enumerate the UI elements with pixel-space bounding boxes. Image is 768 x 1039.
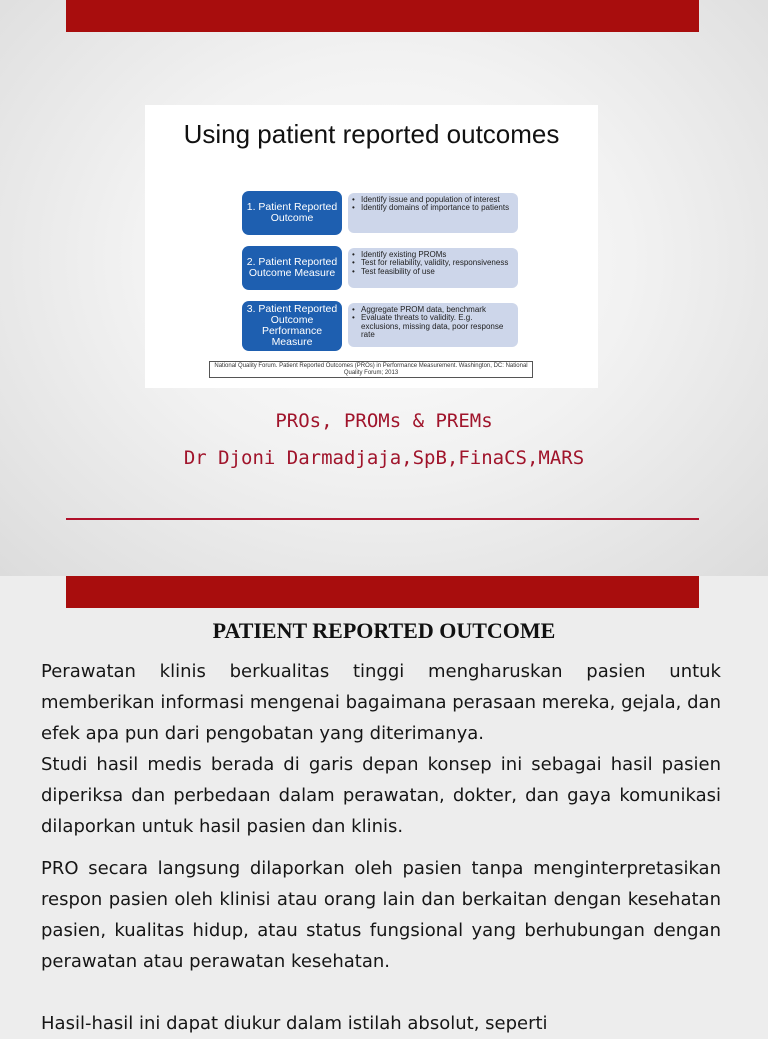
thumbnail-row-3 bbox=[242, 301, 518, 351]
thumbnail-citation: National Quality Forum. Patient Reported Outcomes (PROs) in Performance Measurement. Washington, DC: National Quality Forum; 2013 bbox=[209, 361, 533, 378]
thumbnail-row-1-detail bbox=[348, 193, 518, 233]
thumbnail-row-2-label: 2. Patient Reported Outcome Measure bbox=[242, 246, 342, 290]
slide2-paragraph-2: Studi hasil medis berada di garis depan konsep ini sebagai hasil pasien diperiksa dan perbedaan dalam perawatan, dokter, dan gaya komunikasi dilaporkan untuk hasil pasien dan klinis. bbox=[41, 754, 721, 837]
thumbnail-row-2-detail bbox=[348, 248, 518, 288]
thumbnail-bullet: • Test feasibility of use bbox=[352, 268, 514, 276]
thumbnail-title: Using patient reported outcomes bbox=[183, 119, 560, 149]
thumbnail-bullet: • Test for reliability, validity, responsiveness bbox=[352, 259, 514, 267]
thumbnail-bullet: • Aggregate PROM data, benchmark bbox=[352, 306, 514, 314]
slide2-heading: PATIENT REPORTED OUTCOME bbox=[212, 618, 556, 643]
thumbnail-row-1 bbox=[242, 191, 518, 235]
thumbnail-row-1-label: 1. Patient Reported Outcome bbox=[242, 191, 342, 235]
top-red-bar bbox=[66, 0, 699, 32]
slide2-red-bar bbox=[66, 576, 699, 608]
thumbnail-row-3-detail bbox=[348, 303, 518, 347]
slide2-paragraph-4: Hasil-hasil ini dapat diukur dalam istilah absolut, seperti bbox=[41, 1013, 548, 1034]
thumbnail-bullet: • Identify domains of importance to patients bbox=[352, 204, 514, 212]
slide2-paragraph-1: Perawatan klinis berkualitas tinggi mengharuskan pasien untuk memberikan informasi mengenai bagaimana perasaan mereka, gejala, dan efek apa pun dari pengobatan yang diterimanya. bbox=[41, 661, 721, 744]
divider-line bbox=[66, 518, 699, 520]
thumbnail-row-3-label: 3. Patient Reported Outcome Performance Measure bbox=[242, 301, 342, 351]
slide-thumbnail-image bbox=[145, 105, 598, 388]
cover-subtitle-line-2: Dr Djoni Darmadjaja,SpB,FinaCS,MARS bbox=[183, 447, 585, 469]
thumbnail-bullet: • Identify issue and population of interest bbox=[352, 196, 514, 204]
cover-subtitle-line-1: PROs, PROMs & PREMs bbox=[275, 410, 493, 432]
thumbnail-row-2 bbox=[242, 246, 518, 290]
thumbnail-bullet: • Evaluate threats to validity. E.g. exclusions, missing data, poor response rate bbox=[352, 314, 514, 339]
thumbnail-bullet: • Identify existing PROMs bbox=[352, 251, 514, 259]
slide2-paragraph-3: PRO secara langsung dilaporkan oleh pasien tanpa menginterpretasikan respon pasien oleh klinisi atau orang lain dan berkaitan dengan kesehatan pasien, kualitas hidup, atau status fungsional yang berhubungan dengan perawatan atau perawatan kesehatan. bbox=[41, 858, 721, 972]
